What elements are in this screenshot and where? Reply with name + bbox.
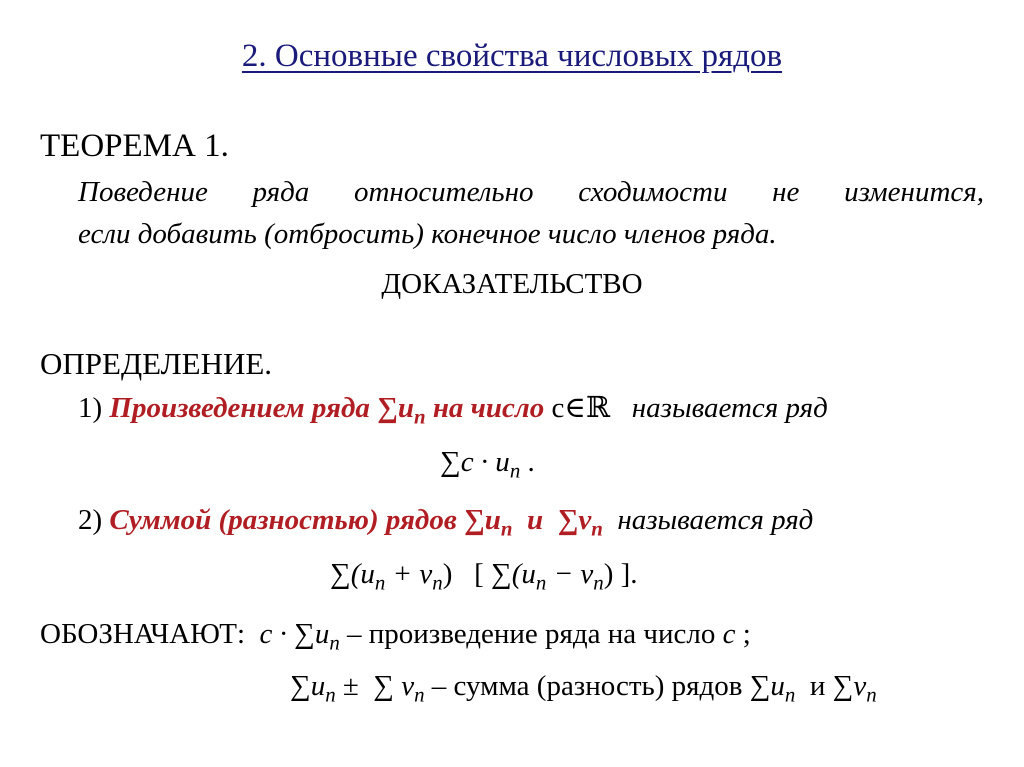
definition-item-1: 1) Произведением ряда $\sum u_n$ на число c∈ℝ называется ряд	[78, 392, 828, 429]
slide-title: 2. Основные свойства числовых рядов	[241, 38, 783, 74]
theorem-line-1: Поведение ряда относительно сходимости не изменится,	[78, 176, 984, 208]
notation-line-1: ОБОЗНАЧАЮТ: $c \cdot \sum u_n$ – произведение ряда на число c ;	[40, 618, 751, 655]
definition-formula-1: $\sum c \cdot u_n$ .	[440, 446, 535, 483]
theorem-line-2: если добавить (отбросить) конечное число членов ряда.	[78, 218, 777, 250]
notation-line-2: $\sum u_n$ ± ∑ $v_n$ – сумма (разность) рядов $\sum u_n$ и $\sum v_n$	[290, 670, 877, 707]
c-in-reals: c∈ℝ	[551, 392, 610, 424]
definition-heading: ОПРЕДЕЛЕНИЕ.	[40, 346, 273, 381]
proof-label: ДОКАЗАТЕЛЬСТВО	[381, 268, 643, 300]
theorem-heading: ТЕОРЕМА 1.	[40, 128, 229, 164]
definition-item-2: 2) Суммой (разностью) рядов $\sum u_n$ и $\sum v_n$ называется ряд	[78, 504, 814, 541]
definition-formula-2: $\sum(u_n + v_n)$ [ $\sum(u_n - v_n)$ ].	[330, 558, 638, 595]
notation-heading: ОБОЗНАЧАЮТ:	[40, 618, 245, 650]
